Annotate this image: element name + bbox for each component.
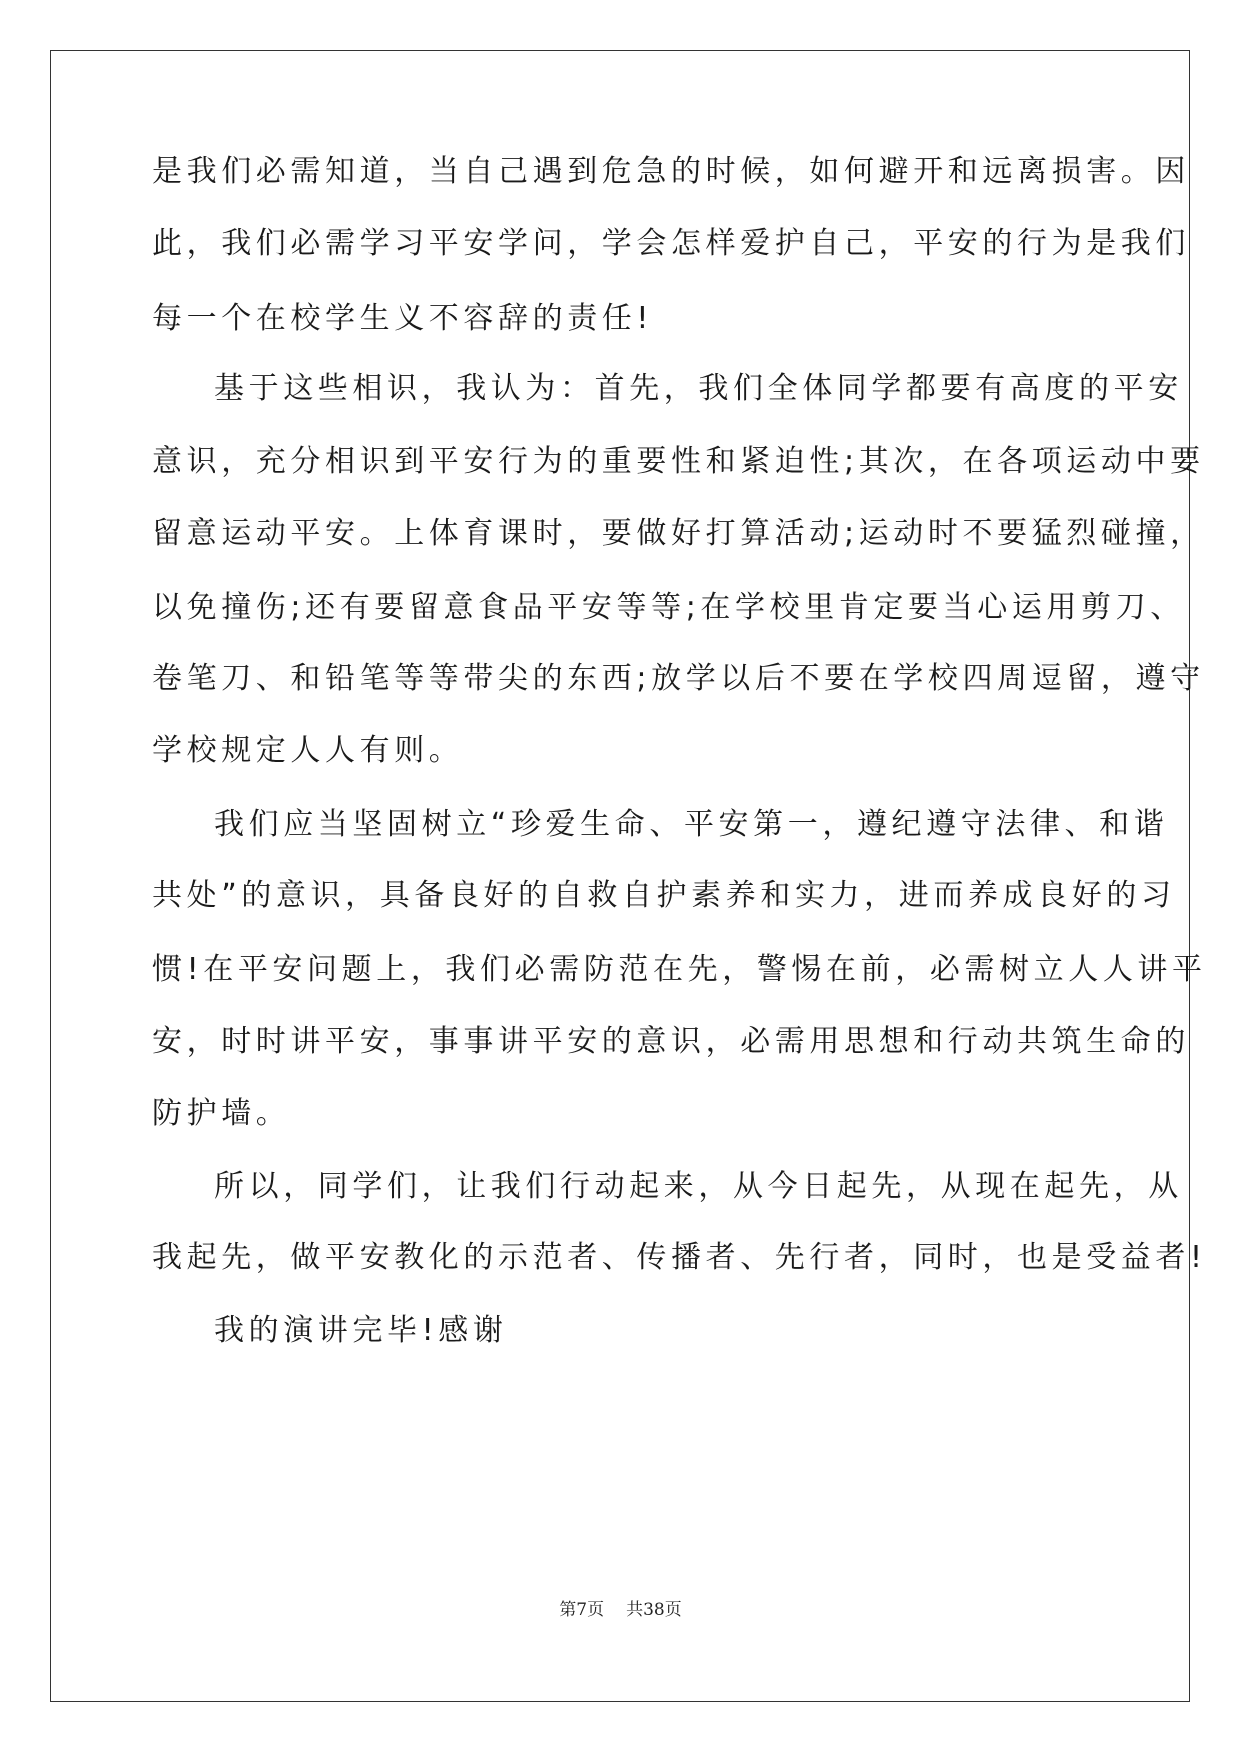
text-line: 防护墙。 [152,1096,291,1131]
text-line: 卷笔刀、和铅笔等等带尖的东西;放学以后不要在学校四周逗留，遵守 [152,661,1205,696]
paragraph-first-line: 我们应当坚固树立“珍爱生命、平安第一，遵纪遵守法律、和谐 [214,807,1169,842]
text-line: 留意运动平安。上体育课时，要做好打算活动;运动时不要猛烈碰撞， [152,516,1205,551]
page-number: 第7页 [559,1600,605,1620]
text-line: 意识，充分相识到平安行为的重要性和紧迫性;其次，在各项运动中要 [152,444,1205,479]
page-footer [0,1599,1241,1621]
paragraph-first-line: 基于这些相识，我认为：首先，我们全体同学都要有高度的平安 [214,371,1183,406]
text-line: 安，时时讲平安，事事讲平安的意识，必需用思想和行动共筑生命的 [152,1024,1190,1059]
text-line: 惯!在平安问题上，我们必需防范在先，警惕在前，必需树立人人讲平 [152,952,1207,987]
page-total: 共38页 [626,1600,682,1620]
text-line: 此，我们必需学习平安学问，学会怎样爱护自己，平安的行为是我们 [152,226,1190,261]
text-line: 每一个在校学生义不容辞的责任! [152,301,654,336]
text-line: 学校规定人人有则。 [152,733,464,768]
text-line: 以免撞伤;还有要留意食品平安等等;在学校里肯定要当心运用剪刀、 [152,590,1185,625]
paragraph-first-line: 我的演讲完毕!感谢 [214,1313,508,1348]
paragraph-first-line: 所以，同学们，让我们行动起来，从今日起先，从现在起先，从 [214,1169,1183,1204]
text-line: 我起先，做平安教化的示范者、传播者、先行者，同时，也是受益者! [152,1240,1207,1275]
text-line: 共处”的意识，具备良好的自救自护素养和实力，进而养成良好的习 [152,878,1176,913]
text-line: 是我们必需知道，当自己遇到危急的时候，如何避开和远离损害。因 [152,154,1190,189]
